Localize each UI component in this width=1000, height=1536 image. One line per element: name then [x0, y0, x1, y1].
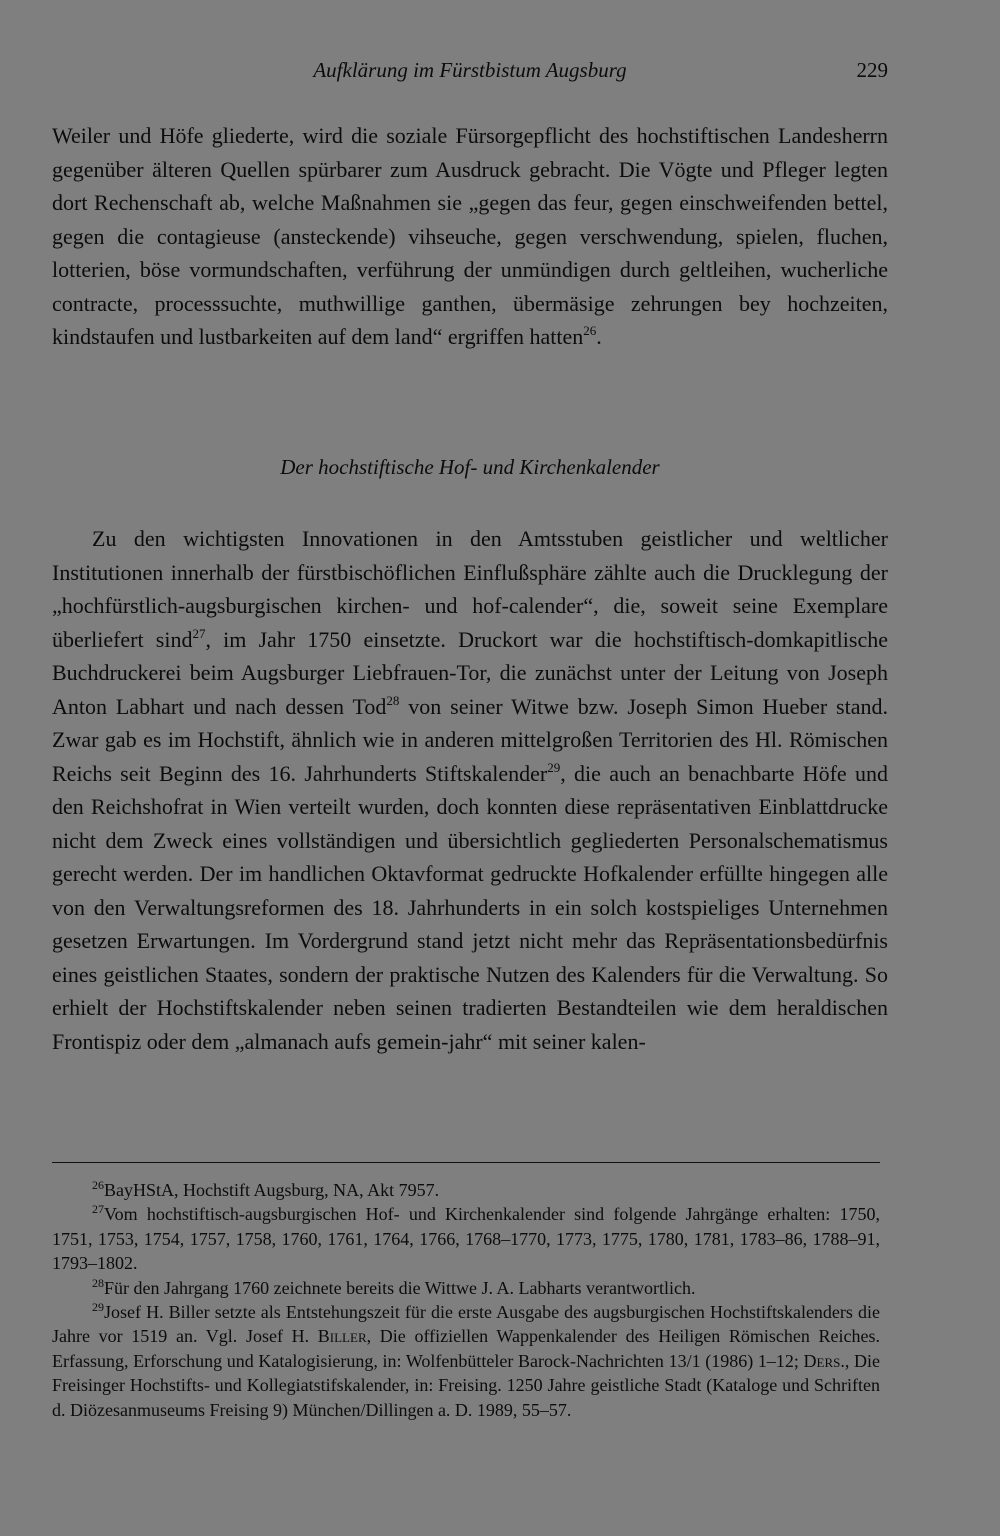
footnote-27: 27Vom hochstiftisch-augsburgischen Hof- und Kirchenkalender sind folgende Jahrgänge erhalten: 1750, 1751, 1753, 1754, 1757, 1758, 1760, 1761, 1764, 1766, 1768–1770, 1773, 1775, 1780, 1781, 1783–86, 1788–91, 1793–1802. [52, 1202, 880, 1274]
paragraph-2-seg3: von seiner Witwe bzw. Joseph Simon Hueber stand. Zwar gab es im Hochstift, ähnlich wie in anderen mittelgroßen Territorien des Hl. Römischen Reichs seit Beginn des 16. Jahrhunderts Stiftskalender [52, 693, 888, 786]
author-name: Biller [317, 1326, 367, 1347]
footnote-text-a: Josef H. Biller setzte als Entstehungszeit für die erste Ausgabe des augsburgischen Hochstiftskalenders die Jahre vor 1519 an. Vgl. Josef H. [52, 1302, 880, 1347]
page-number: 229 [856, 58, 888, 82]
footnote-28: 28Für den Jahrgang 1760 zeichnete bereits die Wittwe J. A. Labharts verantwortlich. [92, 1275, 696, 1298]
footnote-text-c: , Die Freisinger Hochstifts- und Kollegiatstifskalender, in: Freising. 1250 Jahre geistliche Stadt (Kataloge und Schriften d. Diözesanmuseums Freising 9) München/Dillingen a. D. 1989, 55–57. [52, 1350, 880, 1420]
paragraph-2-seg4: , die auch an benachbarte Höfe und den Reichshofrat in Wien verteilt wurden, doch konnten diese repräsentativen Einblattdrucke nicht dem Zweck eines vollständigen und übersichtlich gegliederten Personalschematismus gerecht werden. Der im handlichen Oktavformat gedruckte Hofkalender erfüllte hingegen alle von den Verwaltungsreformen des 18. Jahrhunderts in ein solch kostspieliges Unternehmen gesetzen Erwartungen. Im Vordergrund stand jetzt nicht mehr das Repräsentationsbedürfnis eines geistlichen Staates, sondern der praktische Nutzen des Kalenders für die Verwaltung. So erhielt der Hochstiftskalender neben seinen tradierten Bestandteilen wie dem heraldischen Frontispiz oder dem „almanach aufs gemein-jahr“ mit seiner kalen- [52, 760, 888, 1054]
footnote-text: Vom hochstiftisch-augsburgischen Hof- und Kirchenkalender sind folgende Jahrgänge erhalten: 1750, 1751, 1753, 1754, 1757, 1758, 1760, 1761, 1764, 1766, 1768–1770, 1773, 1775, 1780, 1781, 1783–86, 1788–91, 1793–1802. [52, 1204, 880, 1274]
running-head [52, 58, 888, 90]
paragraph-2 [52, 522, 888, 1058]
author-abbrev: Ders. [803, 1350, 845, 1371]
footnote-ref-26[interactable]: 26 [583, 323, 597, 338]
paragraph-1-body: Weiler und Höfe gliederte, wird die soziale Fürsorgepflicht des hochstiftischen Landesherrn gegenüber älteren Quellen spürbarer zum Ausdruck gebracht. Die Vögte und Pfleger legten dort Rechenschaft ab, welche Maßnahmen sie „gegen das feur, gegen einschweifenden bettel, gegen die contagieuse (ansteckende) vihseuche, gegen verschwendung, spielen, fluchen, lotterien, böse vormundschaften, verführung der unmündigen durch geltleihen, wucherliche contracte, processsuchte, muthwillige ganthen, übermäsige zehrungen bey hochzeiten, kindstaufen und lustbarkeiten auf dem land“ ergriffen hatten [52, 123, 888, 349]
footnote-26: 26BayHStA, Hochstift Augsburg, NA, Akt 7957. [92, 1178, 440, 1200]
footnote-text-b: , Die offiziellen Wappenkalender des Heiligen Römischen Reiches. Erfassung, Erforschung und Katalogisierung, in: Wolfenbütteler Barock-Nachrichten 13/1 (1986) 1–12; [52, 1326, 880, 1371]
footnote-ref-29[interactable]: 29 [547, 759, 561, 775]
footnote-ref-28[interactable]: 28 [386, 692, 400, 708]
paragraph-2-text [52, 522, 888, 1058]
paragraph-2-seg1: Zu den wichtigsten Innovationen in den Amtsstuben geistlicher und weltlicher Institutionen innerhalb der fürstbischöflichen Einflußsphäre zählte auch die Drucklegung der „hochfürstlich-augsburgischen kirchen- und hof-calender“, die, soweit seine Exemplare überliefert sind [52, 526, 888, 652]
footnotes [52, 1178, 880, 1422]
paragraph-1-end: . [596, 324, 602, 349]
footnote-ref-27[interactable]: 27 [192, 625, 206, 641]
footnote-29: 29Josef H. Biller setzte als Entstehungszeit für die erste Ausgabe des augsburgischen Hochstiftskalenders die Jahre vor 1519 an. Vgl. Josef H. Biller, Die offiziellen Wappenkalender des Heiligen Römischen Reiches. Erfassung, Erforschung und Katalogisierung, in: Wolfenbütteler Barock-Nachrichten 13/1 (1986) 1–12; Ders., Die Freisinger Hochstifts- und Kollegiatstifskalender, in: Freising. 1250 Jahre geistliche Stadt (Kataloge und Schriften d. Diözesanmuseums Freising 9) München/Dillingen a. D. 1989, 55–57. [52, 1300, 880, 1420]
paragraph-1 [52, 119, 888, 354]
running-title: Aufklärung im Fürstbistum Augsburg [313, 58, 627, 82]
paragraph-2-seg2: , im Jahr 1750 einsetzte. Druckort war die hochstiftisch-domkapitlische Buchdruckerei beim Augsburger Liebfrauen-Tor, die zunächst unter der Leitung von Joseph Anton Labhart und nach dessen Tod [52, 626, 888, 719]
footnote-text: Für den Jahrgang 1760 zeichnete bereits die Wittwe J. A. Labharts verantwortlich. [104, 1277, 696, 1298]
paragraph-1-text [52, 119, 888, 354]
section-heading: Der hochstiftische Hof- und Kirchenkalender [280, 455, 660, 479]
footnote-divider [52, 1162, 880, 1163]
footnote-text: BayHStA, Hochstift Augsburg, NA, Akt 7957. [104, 1180, 440, 1200]
